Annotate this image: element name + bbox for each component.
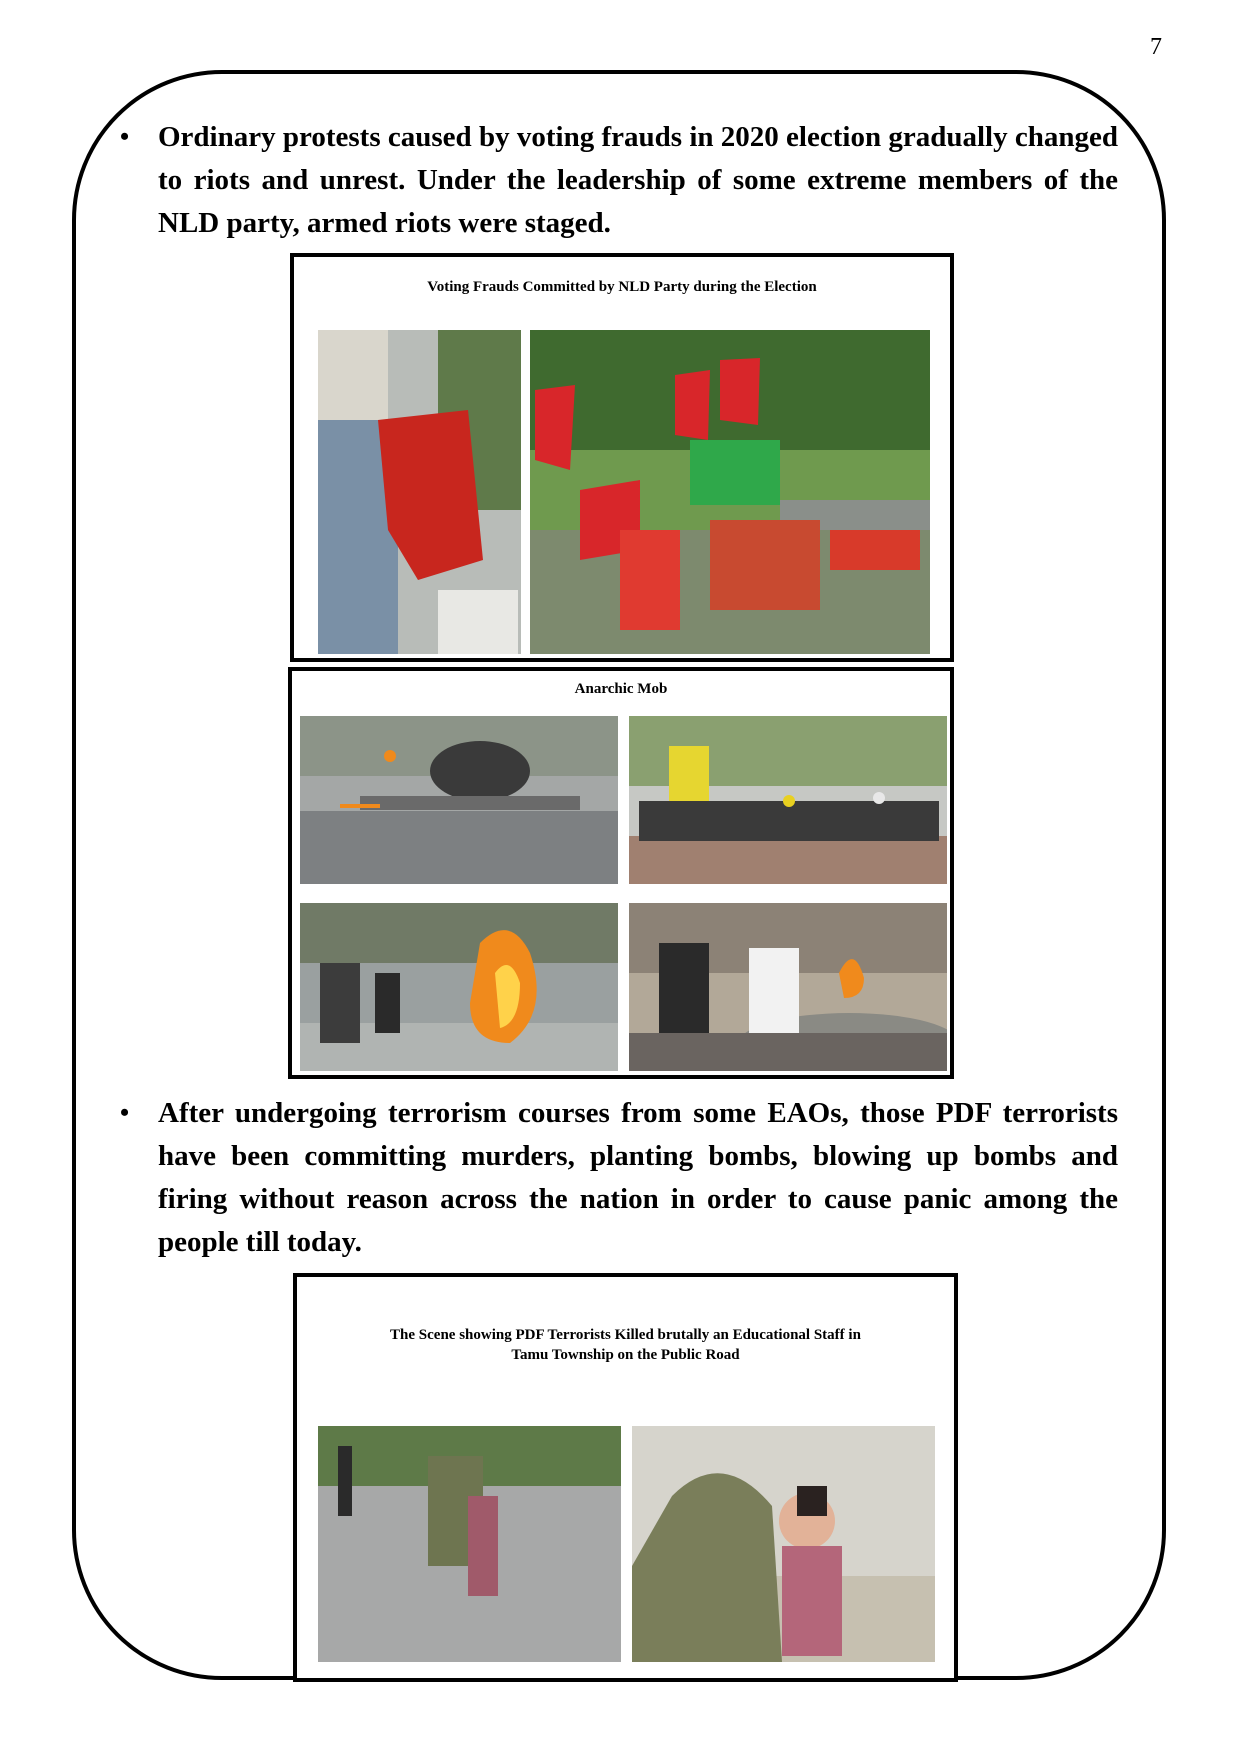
figure-caption-line-2: Tamu Township on the Public Road	[511, 1347, 740, 1363]
bullet-paragraph-2: After undergoing terrorism courses from some EAOs, those PDF terrorists have been committing murders, planting bombs, blowing up bombs and firing without reason across the nation in order to cause panic among the people till today.	[158, 1097, 1118, 1258]
photo-nld-rally	[530, 330, 930, 654]
figure-anarchic-mob	[288, 667, 954, 1079]
figure-voting-frauds	[290, 253, 954, 662]
figure-caption: Voting Frauds Committed by NLD Party during the Election	[427, 279, 817, 295]
figure-caption-line-1: The Scene showing PDF Terrorists Killed brutally an Educational Staff in	[390, 1327, 861, 1343]
bullet-paragraph-1: Ordinary protests caused by voting frauds in 2020 election gradually changed to riots and unrest. Under the leadership of some extreme members of the NLD party, armed riots were staged.	[158, 121, 1118, 239]
figure-tamu-scene	[293, 1273, 958, 1682]
photo-victim-closeup	[632, 1426, 935, 1662]
page-number: 7	[1150, 34, 1162, 60]
photo-red-bag	[318, 330, 521, 654]
photo-barricade-crowd	[629, 716, 947, 884]
bullet-marker: •	[120, 122, 130, 151]
photo-burning-street	[300, 716, 618, 884]
photo-sandbag-barricade	[629, 903, 947, 1071]
figure-caption: Anarchic Mob	[574, 681, 668, 697]
bullet-marker: •	[120, 1098, 130, 1127]
photo-road-attack	[318, 1426, 621, 1662]
photo-fire-man-running	[300, 903, 618, 1071]
